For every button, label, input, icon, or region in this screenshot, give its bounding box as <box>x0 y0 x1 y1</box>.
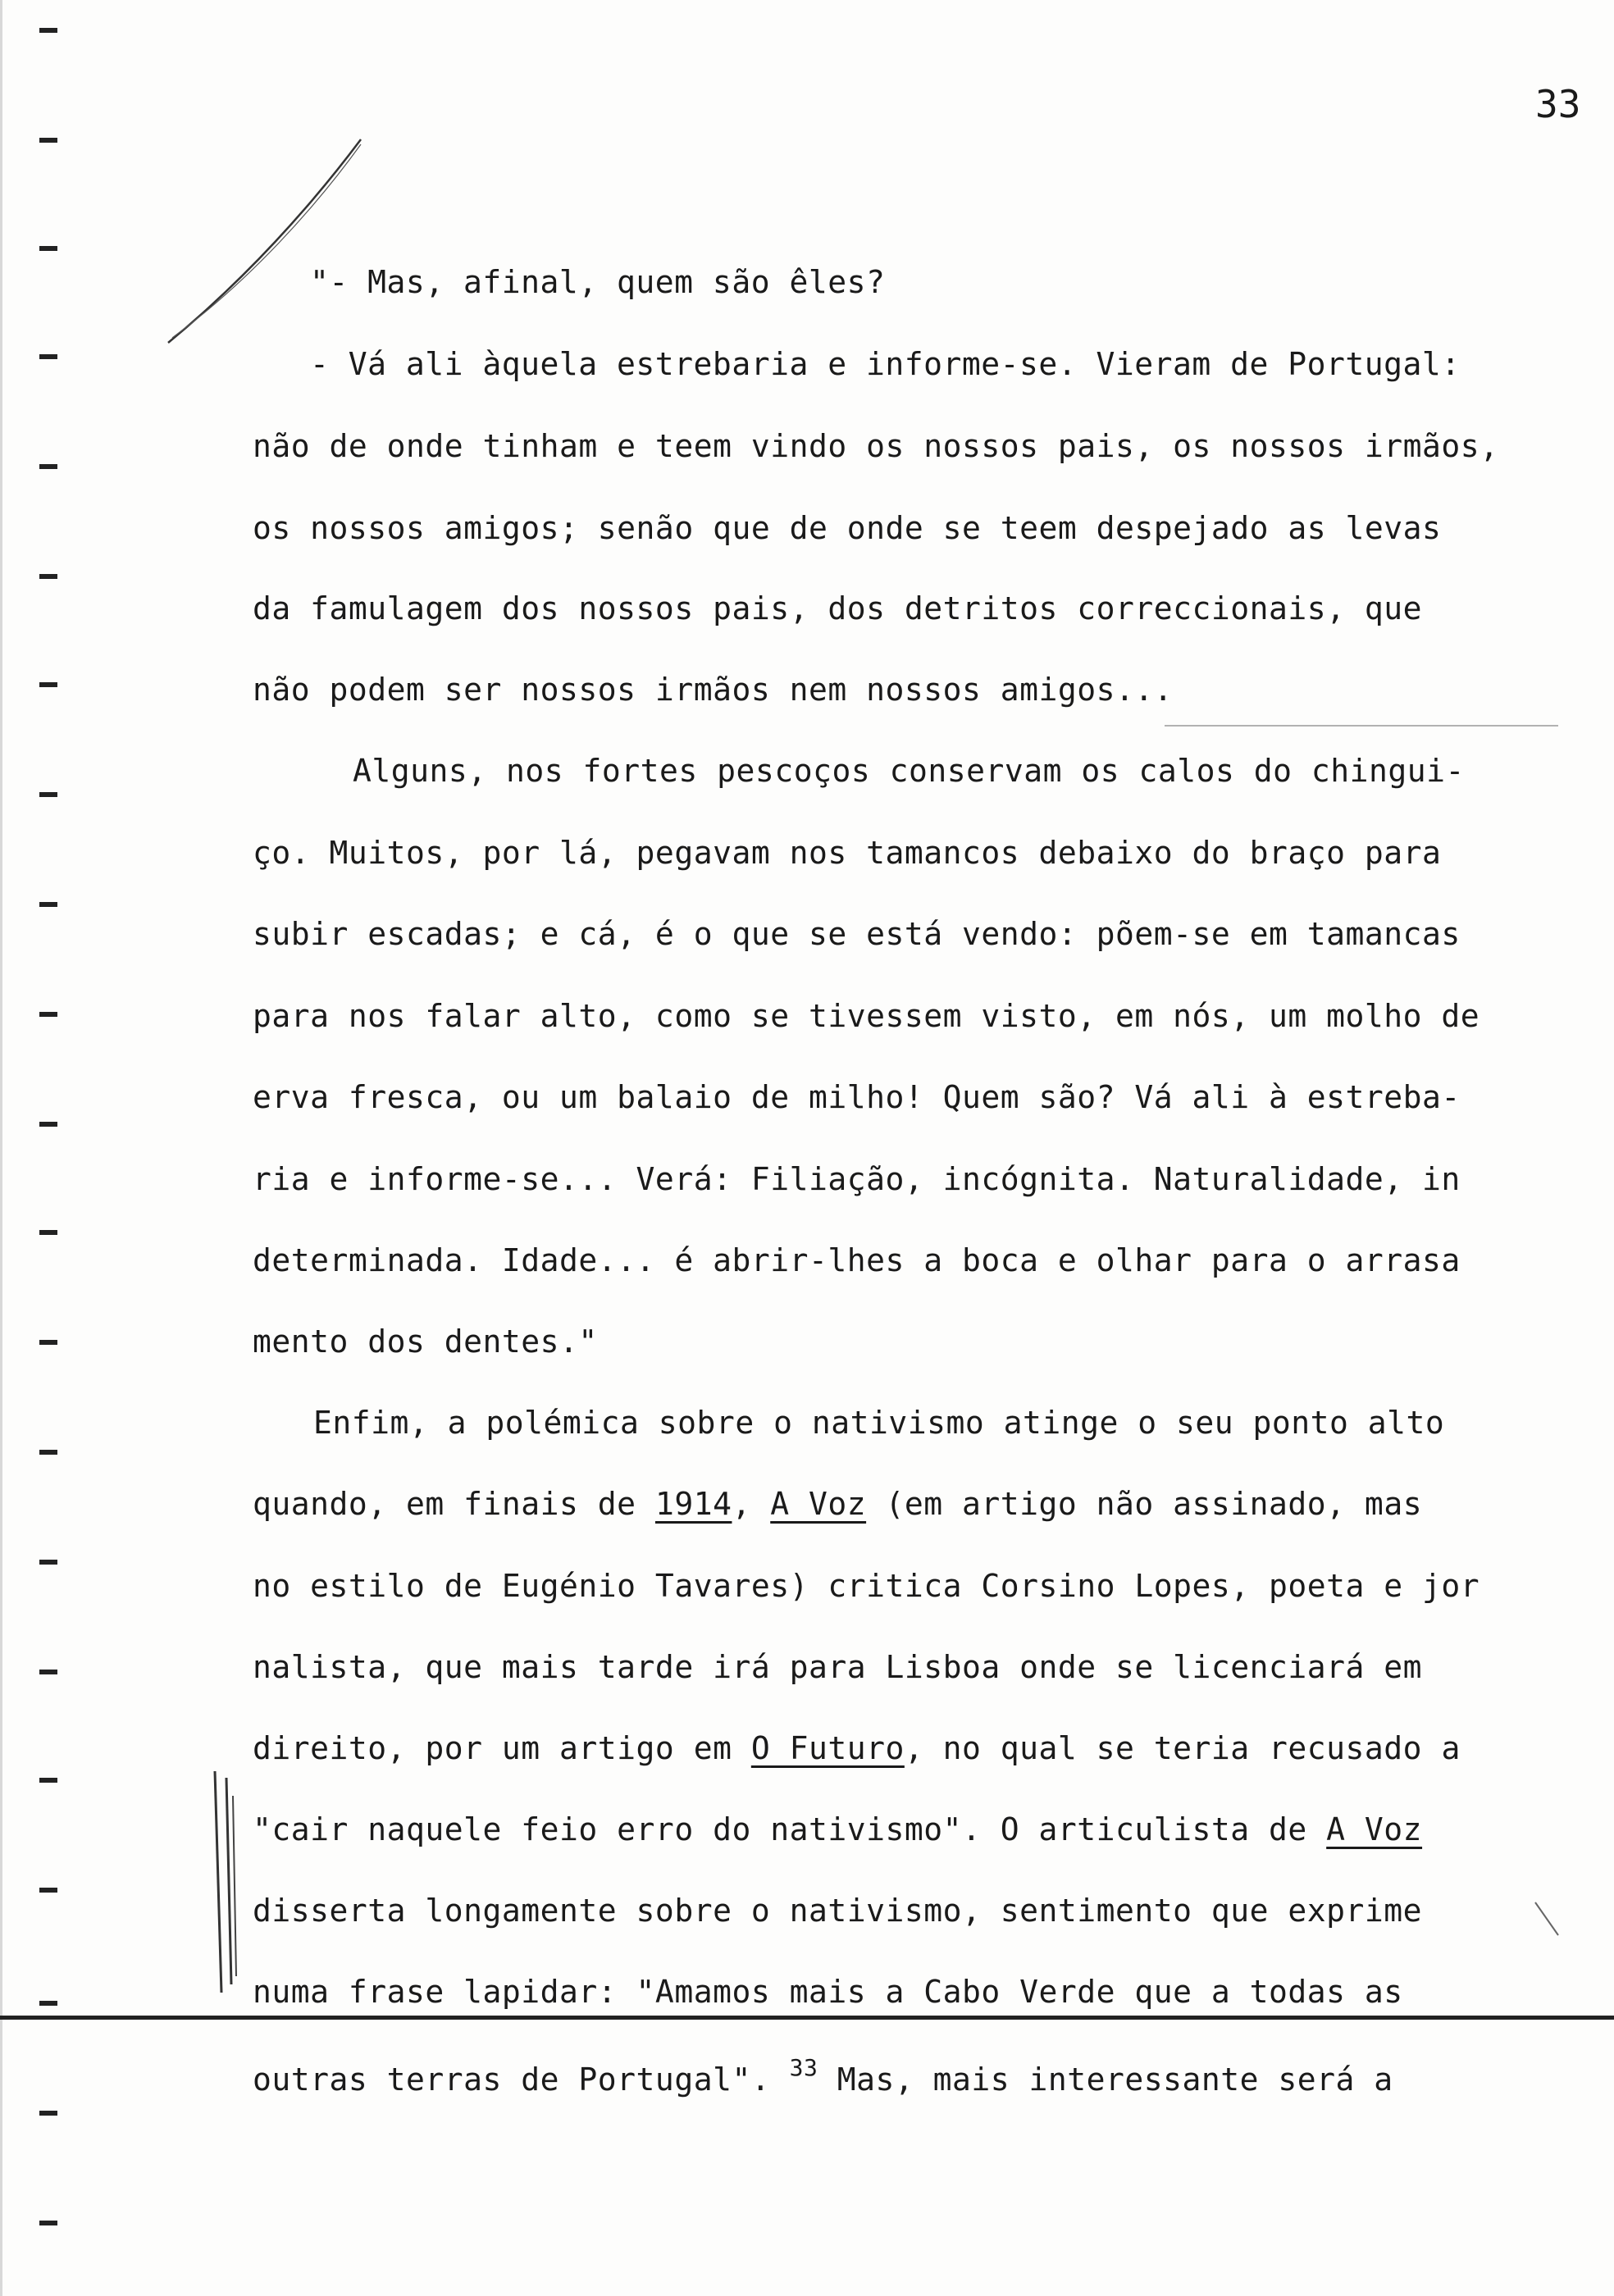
newspaper-title: A Voz <box>1326 1811 1423 1847</box>
newspaper-title: A Voz <box>770 1486 867 1522</box>
text-line: mento dos dentes." <box>253 1323 598 1360</box>
text-line: nalista, que mais tarde irá para Lisboa onde se licenciará em <box>253 1649 1423 1685</box>
text-line: da famulagem dos nossos pais, dos detritos correccionais, que <box>253 590 1423 626</box>
margin-tick <box>39 2001 57 2006</box>
text-line: Enfim, a polémica sobre o nativismo atinge o seu ponto alto <box>313 1405 1445 1441</box>
margin-tick <box>39 1778 57 1783</box>
text-span: quando, em finais de <box>253 1486 655 1522</box>
page-number: 33 <box>1535 82 1581 126</box>
text-line: os nossos amigos; senão que de onde se teem despejado as levas <box>253 510 1442 546</box>
text-line: subir escadas; e cá, é o que se está vendo: põem-se em tamancas <box>253 916 1461 952</box>
diagonal-slash-mark-2 <box>172 144 361 338</box>
text-line: "- Mas, afinal, quem são êles? <box>310 264 886 300</box>
margin-tick <box>39 1230 57 1235</box>
margin-bracket-line <box>215 1771 221 1993</box>
page-break-rule <box>0 2016 1614 2020</box>
margin-tick <box>39 1012 57 1017</box>
text-line: para nos falar alto, como se tivessem visto, em nós, um molho de <box>253 998 1480 1034</box>
margin-tick <box>39 354 57 359</box>
margin-tick <box>39 1450 57 1455</box>
margin-tick <box>39 2111 57 2116</box>
margin-tick <box>39 792 57 797</box>
year-underlined: 1914 <box>654 1486 732 1522</box>
text-line: no estilo de Eugénio Tavares) critica Corsino Lopes, poeta e jor <box>253 1568 1480 1604</box>
text-span: , no qual se teria recusado a <box>904 1730 1461 1766</box>
text-span: "cair naquele feio erro do nativismo". O articulista de <box>253 1811 1327 1847</box>
text-line: Alguns, nos fortes pescoços conservam os calos do chingui- <box>353 753 1465 789</box>
margin-tick <box>39 682 57 687</box>
margin-tick <box>39 138 57 143</box>
text-line: numa frase lapidar: "Amamos mais a Cabo Verde que a todas as <box>253 1974 1403 2010</box>
diagonal-slash-mark <box>168 139 361 343</box>
text-span: (em artigo não assinado, mas <box>866 1486 1423 1522</box>
text-line: - Vá ali àquela estrebaria e informe-se. Vieram de Portugal: <box>310 346 1461 382</box>
margin-tick <box>39 1122 57 1127</box>
text-line: ria e informe-se... Verá: Filiação, incógnita. Naturalidade, in <box>253 1161 1461 1197</box>
margin-bracket-line <box>226 1778 231 1984</box>
text-span: outras terras de Portugal". <box>253 2061 790 2098</box>
margin-tick <box>39 28 57 33</box>
text-line: disserta longamente sobre o nativismo, sentimento que exprime <box>253 1893 1423 1929</box>
text-line: não de onde tinham e teem vindo os nossos pais, os nossos irmãos, <box>253 428 1499 464</box>
text-line: determinada. Idade... é abrir-lhes a boca e olhar para o arrasa <box>253 1242 1461 1278</box>
text-line <box>253 1811 1423 1847</box>
margin-tick <box>39 1888 57 1893</box>
newspaper-title: O Futuro <box>750 1730 905 1766</box>
margin-tick <box>39 1340 57 1345</box>
page-edge <box>0 0 2 2296</box>
text-span: direito, por um artigo em <box>253 1730 751 1766</box>
margin-bracket-line <box>233 1796 236 1976</box>
margin-tick <box>39 2221 57 2225</box>
text-line <box>253 1486 1423 1522</box>
text-span: Mas, mais interessante será a <box>818 2061 1393 2098</box>
margin-tick <box>39 464 57 469</box>
margin-tick <box>39 246 57 251</box>
margin-tick-mark <box>1535 1902 1558 1935</box>
footnote-marker: 33 <box>789 2054 818 2081</box>
margin-tick <box>39 902 57 907</box>
text-line: erva fresca, ou um balaio de milho! Quem são? Vá ali à estreba- <box>253 1079 1461 1115</box>
text-line: não podem ser nossos irmãos nem nossos amigos... <box>253 672 1174 708</box>
margin-tick <box>39 1670 57 1674</box>
text-span: , <box>732 1486 771 1522</box>
text-line: ço. Muitos, por lá, pegavam nos tamancos debaixo do braço para <box>253 835 1442 871</box>
margin-tick <box>39 574 57 579</box>
margin-tick <box>39 1560 57 1565</box>
text-line <box>253 1730 1461 1766</box>
text-line <box>253 2054 1393 2098</box>
